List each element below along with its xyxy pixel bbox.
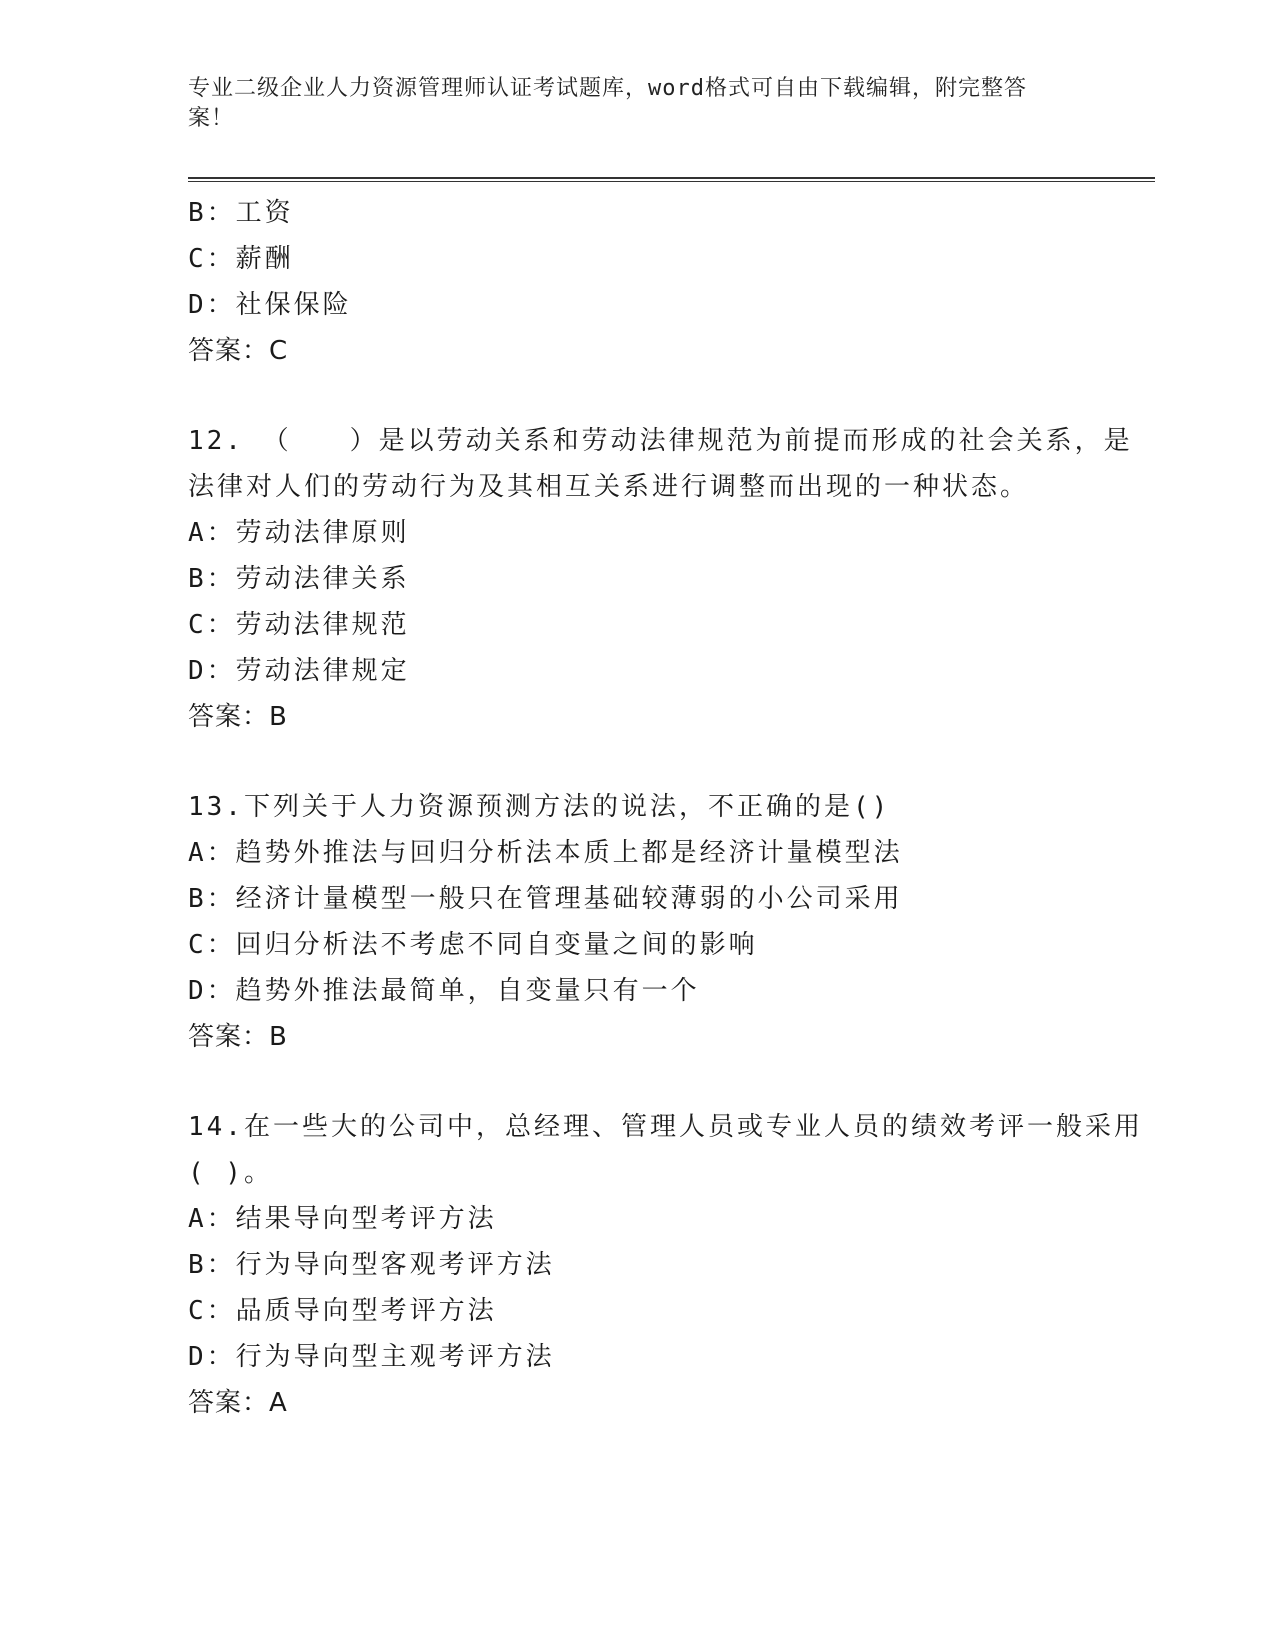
document-header: 专业二级企业人力资源管理师认证考试题库，word格式可自由下载编辑，附完整答案！	[188, 76, 1027, 131]
q13-option-a: A：趋势外推法与回归分析法本质上都是经济计量模型法	[188, 838, 903, 868]
q13-option-c: C：回归分析法不考虑不同自变量之间的影响	[188, 930, 758, 960]
q14-stem: 14.在一些大的公司中，总经理、管理人员或专业人员的绩效考评一般采用( )。	[188, 1112, 1143, 1188]
spacer	[188, 374, 1148, 418]
q12-answer: 答案：B	[188, 702, 288, 732]
q14-option-c: C：品质导向型考评方法	[188, 1296, 497, 1326]
q13-answer: 答案：B	[188, 1022, 288, 1052]
spacer	[188, 740, 1148, 784]
document-content	[188, 190, 1148, 1426]
q12-stem: 12. （ ）是以劳动关系和劳动法律规范为前提而形成的社会关系，是法律对人们的劳动行为及其相互关系进行调整而出现的一种状态。	[188, 426, 1133, 502]
question-13	[188, 784, 1148, 1060]
q12-option-c: C：劳动法律规范	[188, 610, 410, 640]
q14-answer: 答案：A	[188, 1388, 288, 1418]
q14-option-d: D：行为导向型主观考评方法	[188, 1342, 555, 1372]
q11-option-c: C：薪酬	[188, 244, 294, 274]
q13-stem: 13.下列关于人力资源预测方法的说法，不正确的是()	[188, 792, 891, 822]
q13-option-d: D：趋势外推法最简单，自变量只有一个	[188, 976, 700, 1006]
question-12	[188, 418, 1148, 740]
q11-answer: 答案：C	[188, 336, 289, 366]
spacer	[188, 1060, 1148, 1104]
q12-option-a: A：劳动法律原则	[188, 518, 410, 548]
question-11-remainder	[188, 190, 1148, 374]
q13-option-b: B：经济计量模型一般只在管理基础较薄弱的小公司采用	[188, 884, 903, 914]
q14-option-a: A：结果导向型考评方法	[188, 1204, 497, 1234]
q12-option-b: B：劳动法律关系	[188, 564, 410, 594]
q11-option-b: B：工资	[188, 198, 294, 228]
header-divider	[188, 177, 1155, 182]
question-14	[188, 1104, 1148, 1426]
q12-option-d: D：劳动法律规定	[188, 656, 410, 686]
q14-option-b: B：行为导向型客观考评方法	[188, 1250, 555, 1280]
q11-option-d: D：社保保险	[188, 290, 352, 320]
